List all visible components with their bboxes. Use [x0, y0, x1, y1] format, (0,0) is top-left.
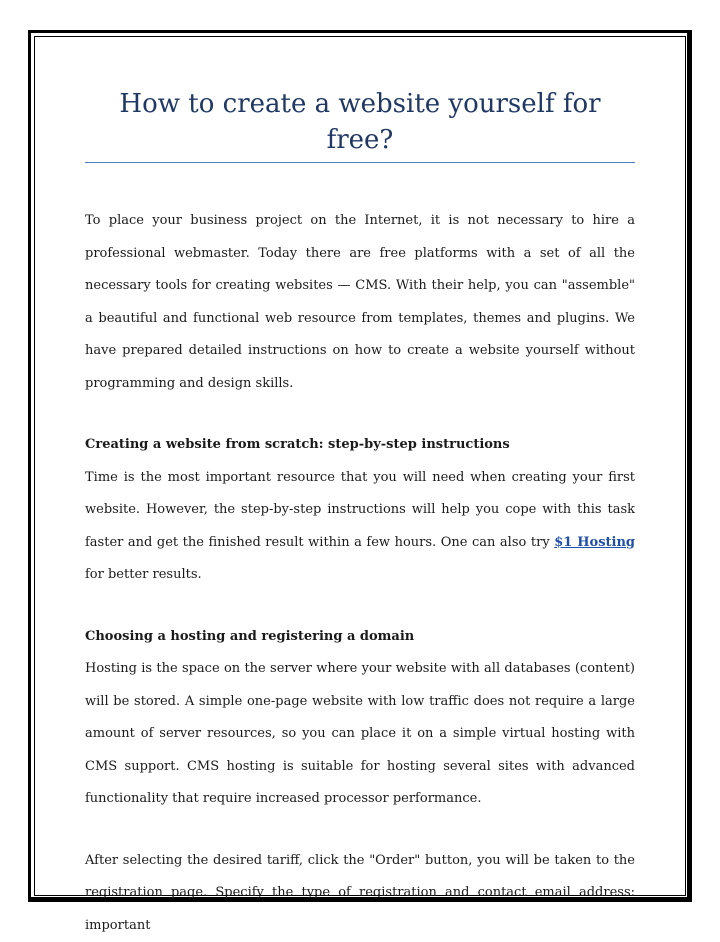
document-title — [85, 86, 635, 163]
document-body — [85, 86, 635, 942]
title-line-1: How to create a website yourself for — [85, 86, 635, 122]
hosting-link[interactable]: $1 Hosting — [554, 535, 635, 550]
section-heading-hosting-domain: Choosing a hosting and registering a domain — [85, 621, 635, 654]
section-creating-website-paragraph — [85, 462, 635, 592]
section-hosting-paragraph-1: Hosting is the space on the server where your website with all databases (content) will be stored. A simple one-page website with low traffic does not require a large amount of server resources, so you can place it on a simple virtual hosting with CMS support. CMS hosting is suitable for hosting several sites with advanced functionality that require increased processor performance. — [85, 653, 635, 816]
section-heading-creating-website: Creating a website from scratch: step-by-step instructions — [85, 429, 635, 462]
section-hosting-paragraph-2: After selecting the desired tariff, click the "Order" button, you will be taken to the registration page. Specify the type of registration and contact email address: important — [85, 845, 635, 942]
paragraph-text-after-link: for better results. — [85, 567, 202, 582]
paragraph-text-before-link: Time is the most important resource that you will need when creating your first website. However, the step-by-step instructions will help you cope with this task faster and get the finished result within a few hours. One can also try — [85, 470, 635, 550]
intro-paragraph: To place your business project on the Internet, it is not necessary to hire a professional webmaster. Today there are free platforms with a set of all the necessary tools for creating websites — CMS. With their help, you can "assemble" a beautiful and functional web resource from templates, themes and plugins. We have prepared detailed instructions on how to create a website yourself without programming and design skills. — [85, 205, 635, 400]
title-line-2: free? — [85, 122, 635, 158]
